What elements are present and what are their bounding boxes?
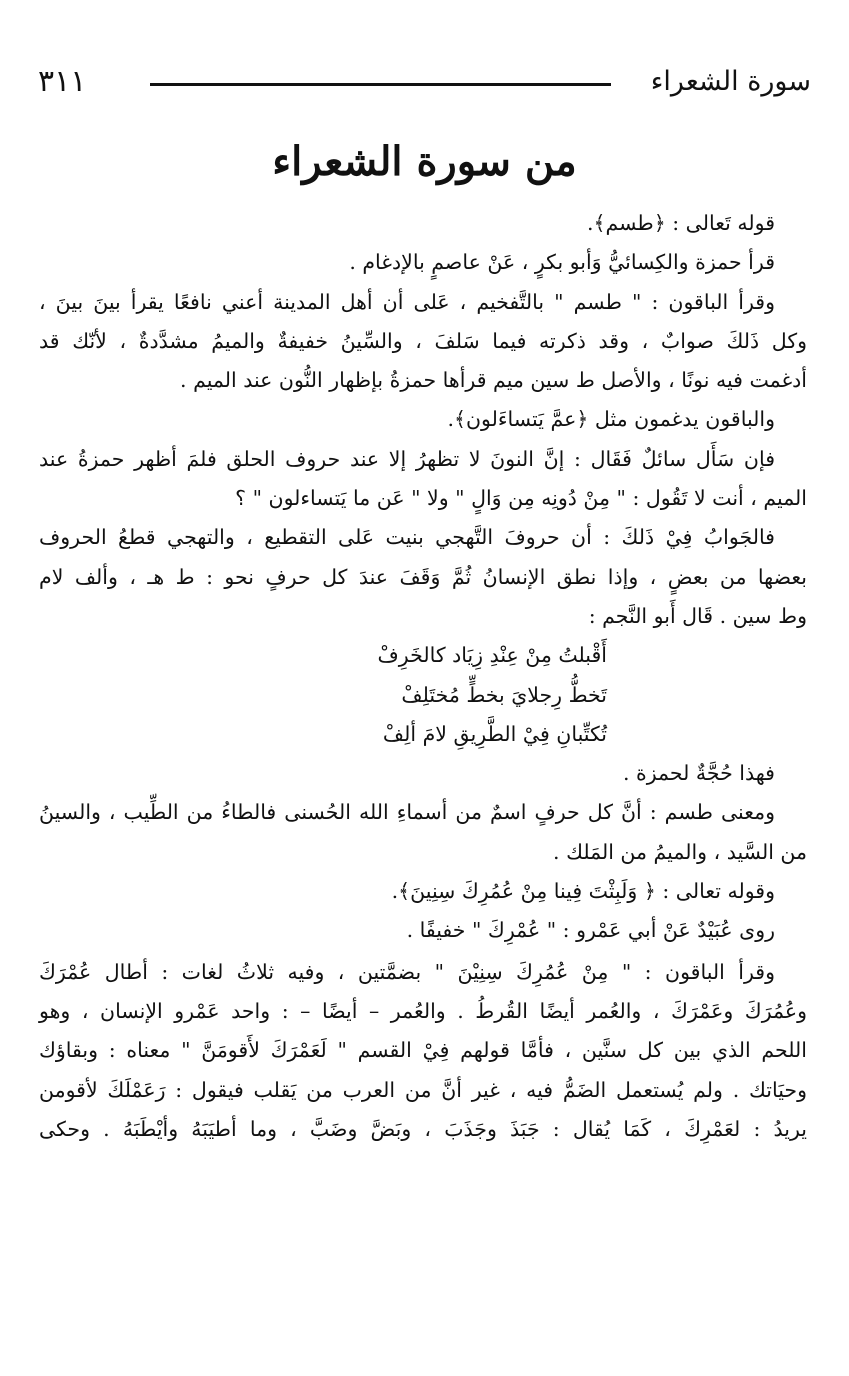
body-text xyxy=(39,204,807,1149)
text-line: روى عُبَيْدٌ عَنْ أبي عَمْرو : " عُمْرِكَ " خفيفًا . xyxy=(406,918,775,943)
text-line: وقرأ الباقون : " مِنْ عُمُرِكَ سِنِيْنَ " بضمَّتين ، وفيه ثلاثُ لغات : أطال عُمْرَكَ xyxy=(39,959,775,984)
text-line: فالجَوابُ فِيْ ذَلكَ : أن حروفَ التَّهجي بنيت عَلى التقطيع ، والتهجي قطعُ الحروف xyxy=(39,525,775,550)
text-line: قرأ حمزة والكِسائيُّ وَأبو بكرٍ ، عَنْ عاصمٍ بالإدغام . xyxy=(349,250,775,275)
chapter-title: من سورة الشعراء xyxy=(272,138,577,185)
page-header xyxy=(38,60,811,100)
running-title: سورة الشعراء xyxy=(650,66,811,97)
text-line: اللحم الذي بين كل سنَّين ، فأمَّا قولهم فِيْ القسم " لَعَمْرَكَ لأَقومَنَّ " معناه : وبقاؤك xyxy=(39,1038,807,1063)
text-line: من السَّيد ، والميمُ من المَلك . xyxy=(553,839,807,864)
verse-line: تَخطُّ رِجلايَ بخطٍّ مُختَلِفْ xyxy=(401,682,607,707)
text-line: فهذا حُجَّةٌ لحمزة . xyxy=(622,761,775,786)
text-line: فإن سَأَل سائلٌ فَقَال : إنَّ النونَ لا تظهرُ إلا عند حروف الحلق فلمَ أظهر حمزةُ عند xyxy=(39,446,775,471)
text-line: بعضها من بعضٍ ، وإذا نطق الإنسانُ ثُمَّ وَقَفَ عندَ كل حرفٍ نحو : ط هـ ، وألف لام xyxy=(39,564,807,589)
text-line: الميم ، أنت لا تَقُول : " مِنْ دُونِه مِن وَالٍ " ولا " عَن ما يَتساءلون " ؟ xyxy=(235,486,807,511)
verse-line: أَقْبلتُ مِنْ عِنْدِ زِيَاد كالخَرِفْ xyxy=(377,643,607,668)
header-rule xyxy=(150,83,611,86)
text-line: وقرأ الباقون : " طسم " بالتَّفخيم ، عَلى أن أهل المدينة أعني نافعًا يقرأ بينَ بينَ ، xyxy=(39,289,775,314)
text-line: وكل ذَلكَ صوابٌ ، وقد ذكرته فيما سَلفَ ، والسِّينُ خفيفةٌ والميمُ مشدَّدةٌ ، لأنّك قد xyxy=(39,328,807,353)
text-line: ومعنى طسم : أنَّ كل حرفٍ اسمٌ من أسماءِ الله الحُسنى فالطاءُ من الطِّيب ، والسينُ xyxy=(39,800,775,825)
text-line: أدغمت فيه نونًا ، والأصل ط سين ميم قرأها حمزةُ بإظهار النُّون عند الميم . xyxy=(180,368,807,393)
text-line: وحيَاتك . ولم يُستعمل الضَمُّ فيه ، غير أنَّ من العرب من يَقلب فيقول : رَعَمْلَكَ لأقومن xyxy=(39,1077,807,1102)
text-line: وط سين . قَال أَبو النَّجم : xyxy=(588,603,807,628)
text-line: وعُمُرَكَ وعَمْرَكَ ، والعُمر أيضًا القُرطُ . والعُمر – أيضًا – : واحد عَمْرو الإنسان ، وهو xyxy=(39,998,807,1023)
text-line: قوله تَعالى : ﴿طسم﴾. xyxy=(586,211,775,235)
verse-line: تُكتِّبانِ فِيْ الطَّرِيقِ لامَ ألِفْ xyxy=(382,721,607,746)
text-line: والباقون يدغمون مثل ﴿عمَّ يَتساءَلون﴾. xyxy=(447,407,775,432)
text-line: وقوله تعالى : ﴿ وَلَبِثْتَ فِينا مِنْ عُمُرِكَ سِنِينَ﴾. xyxy=(391,879,775,904)
text-line: يريدُ : لعَمْرِكَ ، كَمَا يُقال : جَبَذَ وجَذَبَ ، وبَضَّ وضَبَّ ، وما أطيَبَهُ وأيْطَبَهُ . وحكى xyxy=(39,1116,807,1141)
page-number: ٣١١ xyxy=(38,64,87,99)
